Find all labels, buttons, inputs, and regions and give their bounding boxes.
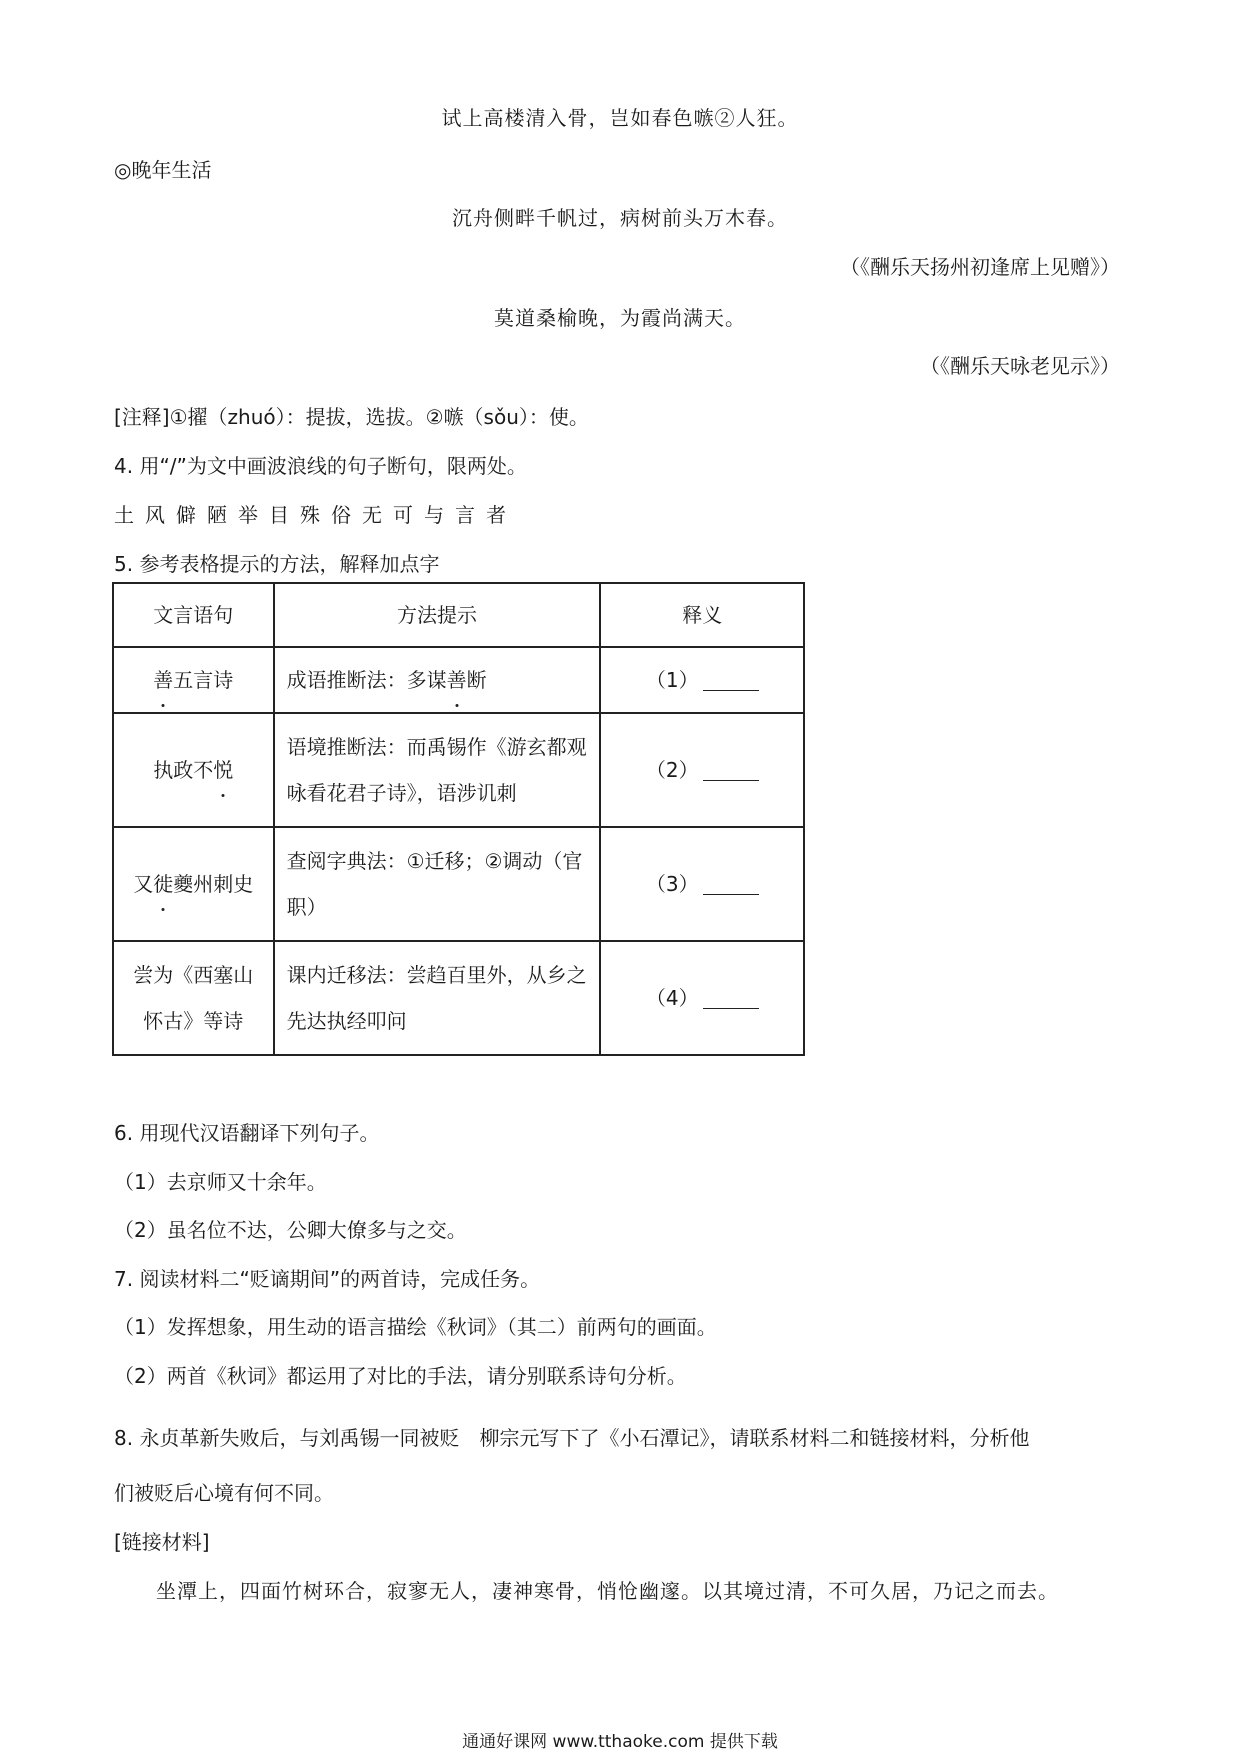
sentence-cell: 尝为《西塞山怀古》等诗 bbox=[113, 941, 274, 1055]
question-4-sentence: 土风僻陋举目殊俗无可与言者 bbox=[114, 503, 517, 527]
sentence-cell bbox=[113, 647, 274, 713]
sentence-text: 五言诗 bbox=[173, 668, 234, 692]
question-6-item: （2）虽名位不达，公卿大僚多与之交。 bbox=[114, 1218, 467, 1242]
answer-label: （2） bbox=[645, 758, 699, 782]
answer-blank[interactable] bbox=[703, 672, 759, 691]
poem-source: （《酬乐天扬州初逢席上见赠》） bbox=[840, 255, 1120, 279]
poem-line: 试上高楼清入骨，岂如春色嗾②人狂。 bbox=[441, 106, 799, 130]
table-row bbox=[113, 713, 804, 827]
sentence-cell bbox=[113, 713, 274, 827]
hint-text: 成语推断法：多谋 bbox=[286, 668, 447, 692]
answer-cell bbox=[600, 713, 804, 827]
dotted-char: 善 bbox=[153, 657, 173, 703]
poem-source: （《酬乐天咏老见示》） bbox=[920, 354, 1120, 378]
table-header-row bbox=[113, 583, 804, 647]
sentence-text: 执政不 bbox=[153, 758, 214, 782]
question-6-item: （1）去京师又十余年。 bbox=[114, 1170, 327, 1194]
table-header: 释义 bbox=[600, 583, 804, 647]
question-5: 5. 参考表格提示的方法，解释加点字 bbox=[114, 552, 440, 576]
hint-cell: 课内迁移法：尝趋百里外，从乡之先达执经叩问 bbox=[274, 941, 601, 1055]
question-8: 8. 永贞革新失败后，与刘禹锡一同被贬 柳宗元写下了《小石潭记》，请联系材料二和链接材料，分析他 bbox=[114, 1426, 1030, 1450]
question-7-item: （1）发挥想象，用生动的语言描绘《秋词》（其二）前两句的画面。 bbox=[114, 1315, 717, 1339]
link-material-text: 坐潭上，四面竹树环合，寂寥无人，凄神寒骨，悄怆幽邃。以其境过清，不可久居，乃记之而去。 bbox=[156, 1579, 1059, 1603]
hint-cell: 语境推断法：而禹锡作《游玄都观咏看花君子诗》，语涉讥刺 bbox=[274, 713, 601, 827]
notes: [注释]①擢（zhuó）：提拔，选拔。②嗾（sǒu）：使。 bbox=[114, 405, 589, 429]
dotted-char: 善 bbox=[447, 657, 467, 703]
table-row bbox=[113, 941, 804, 1055]
sentence-text: 夔州刺史 bbox=[173, 872, 254, 896]
poem-line: 沉舟侧畔千帆过，病树前头万木春。 bbox=[452, 206, 788, 230]
poem-line: 莫道桑榆晚，为霞尚满天。 bbox=[494, 306, 746, 330]
hint-text: 断 bbox=[466, 668, 487, 692]
answer-blank[interactable] bbox=[703, 990, 759, 1009]
answer-cell bbox=[600, 647, 804, 713]
answer-label: （3） bbox=[645, 872, 699, 896]
sentence-text: 又 bbox=[133, 872, 154, 896]
table-header: 方法提示 bbox=[274, 583, 601, 647]
answer-label: （4） bbox=[645, 986, 699, 1010]
footer-text: 通通好课网 www.tthaoke.com 提供下载 bbox=[462, 1732, 778, 1752]
sentence-cell bbox=[113, 827, 274, 941]
table-row bbox=[113, 647, 804, 713]
answer-cell bbox=[600, 827, 804, 941]
hint-cell bbox=[274, 647, 601, 713]
answer-label: （1） bbox=[645, 668, 699, 692]
question-8-continued: 们被贬后心境有何不同。 bbox=[114, 1481, 334, 1505]
question-7: 7. 阅读材料二“贬谪期间”的两首诗，完成任务。 bbox=[114, 1267, 541, 1291]
hint-cell: 查阅字典法：①迁移；②调动（官职） bbox=[274, 827, 601, 941]
dotted-char: 徙 bbox=[153, 861, 173, 907]
table-row bbox=[113, 827, 804, 941]
question-7-item: （2）两首《秋词》都运用了对比的手法，请分别联系诗句分析。 bbox=[114, 1364, 687, 1388]
answer-cell bbox=[600, 941, 804, 1055]
question-4: 4. 用“/”为文中画波浪线的句子断句，限两处。 bbox=[114, 454, 527, 478]
section-heading-late-life: ◎晚年生活 bbox=[114, 158, 212, 182]
answer-blank[interactable] bbox=[703, 762, 759, 781]
method-table bbox=[112, 582, 805, 1056]
answer-blank[interactable] bbox=[703, 876, 759, 895]
table-header: 文言语句 bbox=[113, 583, 274, 647]
dotted-char: 悦 bbox=[213, 747, 233, 793]
question-6: 6. 用现代汉语翻译下列句子。 bbox=[114, 1121, 380, 1145]
link-material-label: [链接材料] bbox=[114, 1530, 210, 1554]
